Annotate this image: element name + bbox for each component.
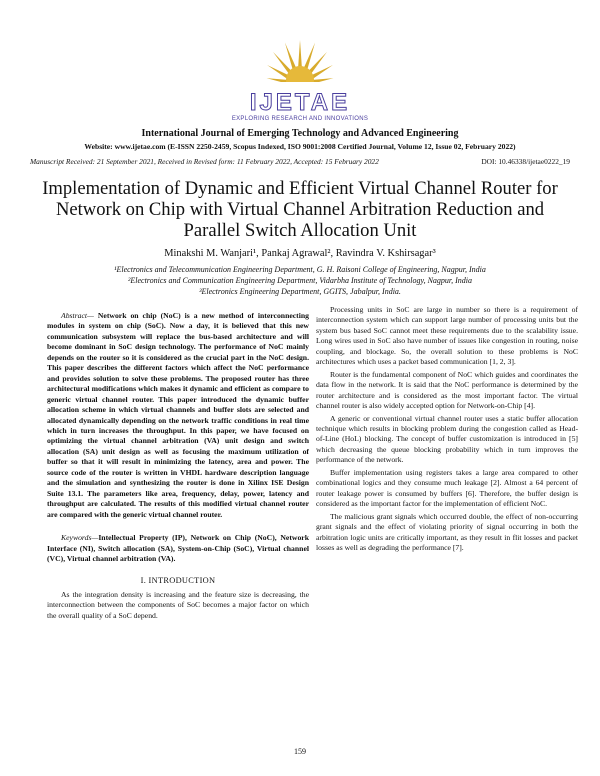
paper-title: Implementation of Dynamic and Efficient Virtual Channel Router for Network on Chip with Virtual Channel Arbitration Reduction and Parallel Switch Allocation Unit [42, 178, 558, 241]
left-column [47, 311, 309, 623]
right-column [316, 305, 578, 555]
abstract [47, 311, 309, 520]
body-paragraph: A generic or conventional virtual channel router uses a static buffer allocation technique which results in blocking problem during the congestion called as Head-of-Line (HoL) blocking. The concept of buffer customization is introduced in [5] which decreasing the queue blocking probability which in turn improves the performance of the network. [316, 413, 578, 465]
doi: DOI: 10.46338/ijetae0222_19 [481, 157, 570, 166]
body-paragraph: Buffer implementation using registers takes a large area compared to other combinational logics and they consume much leakage [2]. Almost a 64 percent of router leakage power is consumed by buffers [6]. Therefore, the buffer design is considered as the important factor for the implementation of efficient NoC. [316, 467, 578, 509]
body-paragraph: The malicious grant signals which occurred double, the effect of non-occurring grant signals and the effect of violating priority of signal occurring in both the arbitration logic units are critically important, as they result in flit losses and packet losses as well as degrading the performance [7]. [316, 511, 578, 552]
journal-name: International Journal of Emerging Technology and Advanced Engineering [141, 128, 459, 139]
abstract-lead: Abstract— [61, 311, 94, 320]
journal-info: Website: www.ijetae.com (E-ISSN 2250-2459, Scopus Indexed, ISO 9001:2008 Certified Journal, Volume 12, Issue 02, February 2022) [84, 142, 516, 151]
journal-logo [225, 34, 375, 126]
manuscript-dates-row [30, 157, 570, 166]
page-number: 159 [294, 747, 306, 756]
affiliation-1: ¹Electronics and Telecommunication Engineering Department, G. H. Raisoni College of Engineering, Nagpur, India [114, 265, 486, 274]
abstract-text: Network on chip (NoC) is a new method of interconnecting modules in system on chip (SoC). Now a day, it is believed that this new communication subsystem will replace the bus-based architecture and will become dominant in SoC design technology. The performance of NoC mainly depends on the router so it is considered as the crucial part in the NoC design. This paper describes the different factors which affect the NoC performance and provides solution to solve these problems. The proposed router has three architectural modifications which makes it dynamic and efficient as compare to generic virtual channel router. This paper introduced the dynamic buffer allocation scheme in which virtual channels and buffer slots are selected and allocated dynamically depending on the network traffic conditions in real time which in turn increases the throughput. In this paper, we have focused on optimizing the virtual channel arbitration (VA) unit design and switch allocation (SA) unit design as well as focusing the maximum utilization of buffer so that it will result in minimizing the latency, area and power. The source code of the router is written in VHDL hardware description language and the simulation and synthesizing the router is done in Xilinx ISE Design Suite 13.1. The parameters like area, frequency, delay, power, latency and throughput are calculated. The results of this modified virtual channel router are compared with the generic virtual channel router. [47, 311, 310, 519]
section-heading: I. INTRODUCTION [140, 576, 216, 586]
keywords [47, 533, 309, 564]
logo-tagline: EXPLORING RESEARCH AND INNOVATIONS [231, 116, 369, 122]
keywords-lead: Keywords— [61, 533, 99, 543]
keywords-text: Intellectual Property (IP), Network on Chip (NoC), Network Interface (NI), Switch allocation (SA), System-on-Chip (SoC), Virtual channel (VC), Virtual channel arbitration (VA). [47, 533, 309, 563]
body-paragraph: Processing units in SoC are large in number so there is a requirement of interconnection system which can support large number of processing units but the system bus based SoC cannot meet these requirements due to the scalability issue. Long wires used in SoC also have number of issues like congestion in routing, noise coupling, and blockage. So, the overall solution to these problems is NoC architectures which uses a packet based communication [1, 2, 3]. [316, 305, 578, 367]
logo-name: IJETAE [249, 89, 351, 116]
body-paragraph: Router is the fundamental component of NoC which guides and coordinates the data flow in the network. It is said that the NoC performance is determined by the router architecture and is considered as the most important factor. The virtual channel router is also widely accepted option for Network-on-Chip [4]. [316, 369, 578, 411]
paper-authors: Minakshi M. Wanjari¹, Pankaj Agrawal², Ravindra V. Kshirsagar³ [164, 248, 436, 259]
affiliation-3: ³Electronics Engineering Department, GGITS, Jabalpur, India. [199, 287, 401, 296]
manuscript-dates: Manuscript Received: 21 September 2021, Received in Revised form: 11 February 2022, Accepted: 15 February 2022 [30, 157, 379, 166]
affiliation-2: ²Electronics and Communication Engineering Department, Vidarbha Institute of Technology, Nagpur, India [127, 276, 473, 285]
intro-paragraph: As the integration density is increasing and the feature size is decreasing, the interconnection between the components of SoC becomes a major factor on which the overall quality of a SoC depend. [47, 589, 309, 620]
